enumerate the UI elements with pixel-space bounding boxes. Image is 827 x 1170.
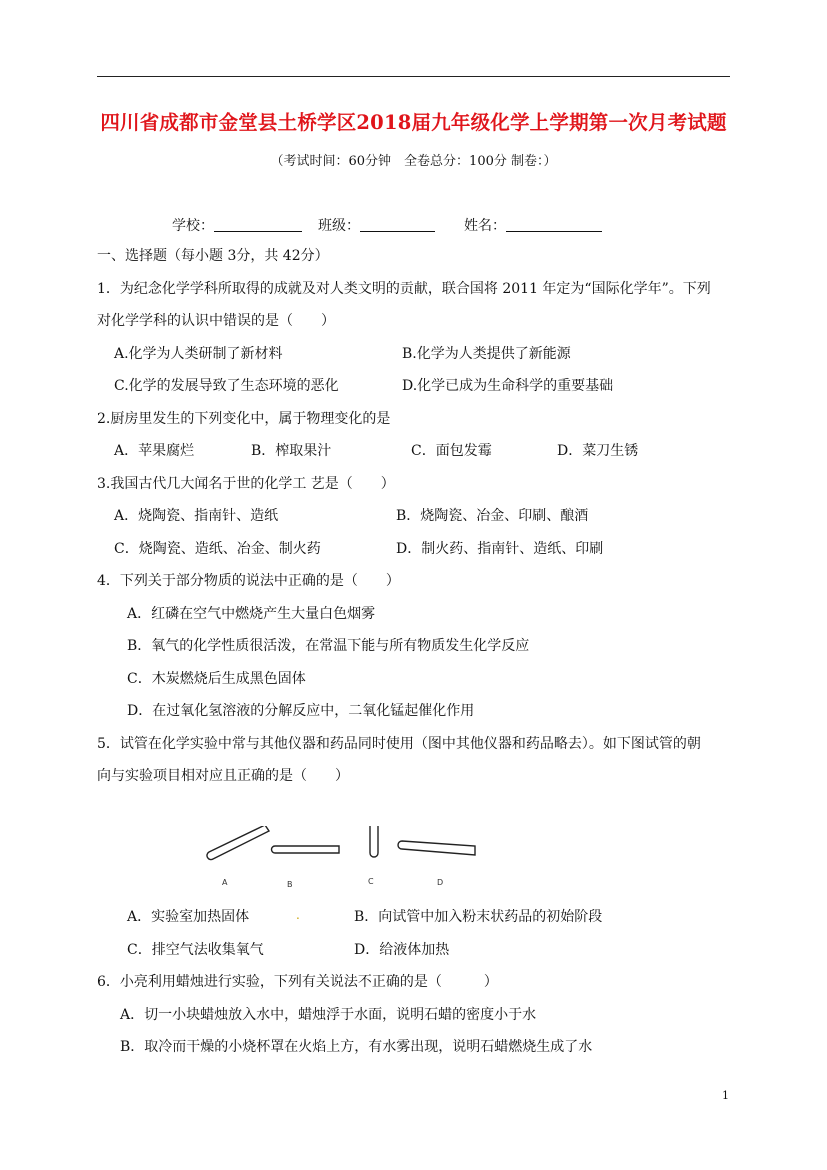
q3-option-c: C．烧陶瓷、造纸、冶金、制火药 [114,541,321,557]
figure-label-c: C [368,877,374,886]
test-tube-d [398,841,475,855]
q2-option-d: D．菜刀生锈 [557,443,639,459]
figure-label-d: D [437,878,444,887]
q5-stem-1: 5．试管在化学实验中常与其他仪器和药品同时使用（图中其他仪器和药品略去）。如下图试管的朝 [97,736,701,752]
q4-option-a: A．红磷在空气中燃烧产生大量白色烟雾 [127,606,376,622]
q1-option-c: C.化学的发展导致了生态环境的恶化 [114,378,339,394]
q2-option-b: B．榨取果汁 [251,443,332,459]
header-rule [97,76,730,77]
q1-stem-2: 对化学学科的认识中错误的是（ ） [97,313,335,329]
exam-info: （考试时间：60分钟 全卷总分：100分 制卷：） [270,154,557,169]
school-label: 学校： [172,218,214,234]
school-field [172,215,302,235]
class-label: 班级： [318,218,360,234]
page-number: 1 [722,1089,729,1102]
figure-label-a: A [222,878,228,887]
q5-option-b: B．向试管中加入粉末状药品的初始阶段 [354,909,603,925]
test-tube-c [370,826,378,857]
q5-option-a: A．实验室加热固体 [127,909,250,925]
q3-option-a: A．烧陶瓷、指南针、造纸 [114,508,279,524]
class-blank [360,216,435,232]
stray-dot: . [296,908,300,922]
q4-option-d: D．在过氧化氢溶液的分解反应中，二氧化锰起催化作用 [127,703,475,719]
school-blank [214,216,302,232]
name-label: 姓名： [464,218,506,234]
q4-stem: 4．下列关于部分物质的说法中正确的是（ ） [97,573,400,589]
section-heading: 一、选择题（每小题 3分，共 42分） [97,248,329,264]
q1-stem-1: 1．为纪念化学学科所取得的成就及对人类文明的贡献，联合国将 2011 年定为“国际化学年”。下列 [97,281,711,297]
q4-option-b: B．氧气的化学性质很活泼，在常温下能与所有物质发生化学反应 [127,638,530,654]
test-tube-a [207,826,269,860]
q6-option-a: A．切一小块蜡烛放入水中，蜡烛浮于水面，说明石蜡的密度小于水 [120,1007,537,1023]
q1-option-d: D.化学已成为生命科学的重要基础 [402,378,614,394]
name-blank [506,216,602,232]
q1-option-b: B.化学为人类提供了新能源 [402,346,571,362]
test-tube-b [272,846,340,853]
q2-stem: 2.厨房里发生的下列变化中，属于物理变化的是 [97,411,391,427]
q1-option-a: A.化学为人类研制了新材料 [114,346,283,362]
class-field [318,215,435,235]
q3-option-d: D．制火药、指南针、造纸、印刷 [396,541,604,557]
q6-stem: 6．小亮利用蜡烛进行实验，下列有关说法不正确的是（ ） [97,974,498,990]
test-tube-drawing [195,826,495,896]
q2-option-c: C．面包发霉 [411,443,492,459]
q6-option-b: B．取冷而干燥的小烧杯罩在火焰上方，有水雾出现，说明石蜡燃烧生成了水 [120,1039,593,1055]
q2-option-a: A．苹果腐烂 [114,443,195,459]
q5-option-c: C．排空气法收集氧气 [127,942,264,958]
q3-option-b: B．烧陶瓷、冶金、印刷、酿酒 [396,508,589,524]
figure-label-b: B [287,880,293,889]
test-tube-figure [195,826,495,896]
q4-option-c: C．木炭燃烧后生成黑色固体 [127,671,306,687]
q5-option-d: D．给液体加热 [354,942,450,958]
page-title: 四川省成都市金堂县土桥学区2018届九年级化学上学期第一次月考试题 [100,111,727,134]
name-field [464,215,602,235]
q5-stem-2: 向与实验项目相对应且正确的是（ ） [97,768,349,784]
q3-stem: 3.我国古代几大闻名于世的化学工 艺是（ ） [97,476,395,492]
